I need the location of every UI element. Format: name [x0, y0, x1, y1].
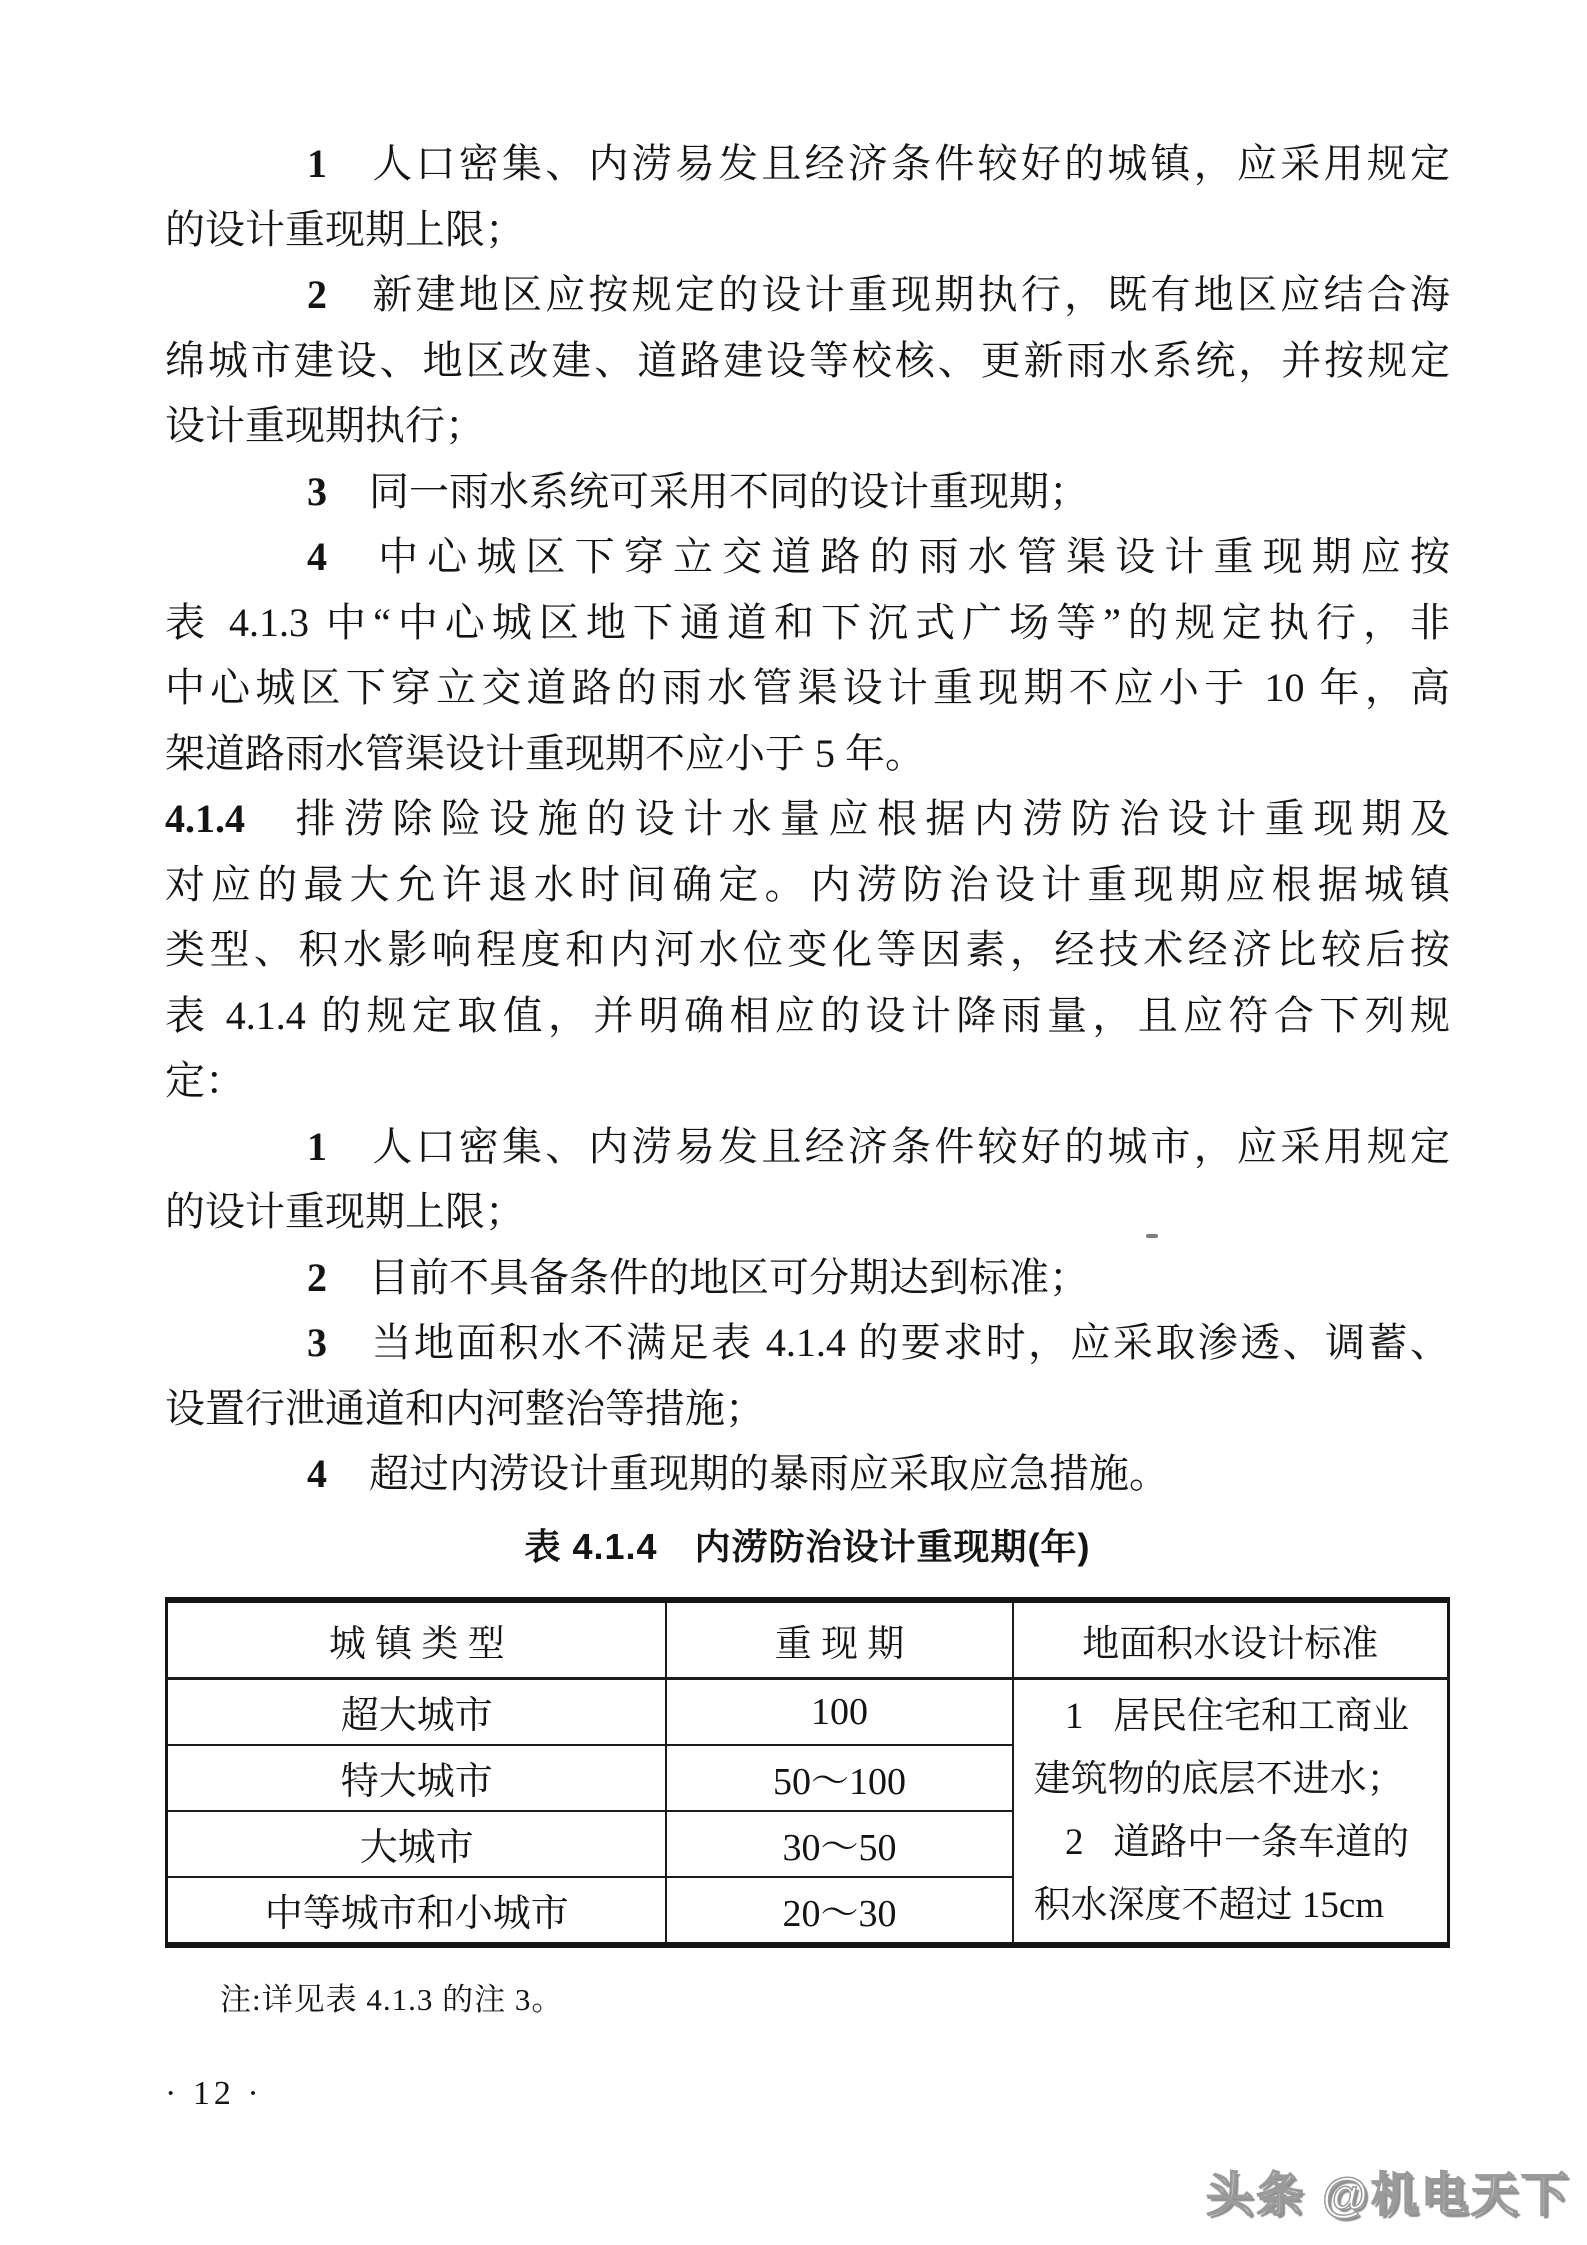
city-type-cell: 特大城市: [167, 1745, 667, 1811]
return-period-cell: 50～100: [666, 1745, 1012, 1811]
line-text: 人口密集、内涝易发且经济条件较好的城市，应采用规定: [369, 1123, 1450, 1169]
text-line: [165, 1245, 1450, 1311]
standard-line: [1034, 1685, 1433, 1748]
text-line: [165, 852, 1450, 918]
text-line: [165, 1048, 1450, 1114]
line-text: 对应的最大允许退水时间确定。内涝防治设计重现期应根据城镇: [165, 861, 1450, 907]
table-header-row: [167, 1600, 1449, 1679]
text-line: [165, 590, 1450, 656]
item-number: 1: [307, 141, 327, 186]
line-text: 设置行泄通道和内河整治等措施；: [165, 1385, 765, 1431]
line-text: 中心城区下穿立交道路的雨水管渠设计重现期不应小于 10 年，高: [165, 665, 1450, 710]
text-line: [165, 1179, 1450, 1245]
text-line: [165, 459, 1450, 525]
item-number: 2: [307, 1254, 327, 1300]
line-text: 当地面积水不满足表 4.1.4 的要求时，应采取渗透、调蓄、: [369, 1320, 1450, 1365]
text-line: [165, 524, 1450, 590]
table-body: [167, 1678, 1449, 1945]
text-line: [165, 655, 1450, 721]
city-type-cell: 大城市: [167, 1811, 667, 1877]
line-text: 设计重现期执行；: [165, 403, 485, 448]
text-line: [165, 262, 1450, 328]
text-line: [165, 1441, 1450, 1507]
line-text: 表 4.1.3 中“中心城区地下通道和下沉式广场等”的规定执行，非: [165, 599, 1450, 645]
text-line: [165, 983, 1450, 1049]
body-lines: [165, 131, 1450, 1507]
line-text: 居民住宅和工商业: [1113, 1695, 1410, 1737]
line-text: 表 4.1.4 的规定取值，并明确相应的设计降雨量，且应符合下列规: [165, 992, 1450, 1038]
line-text: 目前不具备条件的地区可分期达到标准；: [369, 1254, 1089, 1300]
line-text: 超过内涝设计重现期的暴雨应采取应急措施。: [369, 1451, 1169, 1496]
line-text: 新建地区应按规定的设计重现期执行，既有地区应结合海: [369, 272, 1450, 317]
line-text: 的设计重现期上限；: [165, 1189, 525, 1234]
line-text: 积水深度不超过 15cm: [1033, 1884, 1385, 1926]
line-text: 排涝除险设施的设计水量应根据内涝防治设计重现期及: [287, 796, 1450, 841]
item-number: 2: [1065, 1821, 1084, 1863]
city-type-cell: 超大城市: [167, 1678, 667, 1745]
table-note: 注:详见表 4.1.3 的注 3。: [220, 1981, 564, 2017]
line-text: 绵城市建设、地区改建、道路建设等校核、更新雨水系统，并按规定: [165, 337, 1450, 383]
text-line: [165, 1310, 1450, 1376]
line-text: 人口密集、内涝易发且经济条件较好的城镇，应采用规定: [369, 141, 1450, 186]
standard-line: [1034, 1748, 1433, 1811]
text-line: [165, 1376, 1450, 1442]
text-line: [165, 393, 1450, 459]
standard-line: [1034, 1874, 1433, 1937]
item-number: 1: [1065, 1695, 1084, 1737]
line-text: 类型、积水影响程度和内河水位变化等因素，经技术经济比较后按: [165, 927, 1450, 972]
standard-line: [1034, 1811, 1433, 1874]
text-line: [165, 131, 1450, 197]
table-row: [167, 1678, 1449, 1745]
text-line: [165, 328, 1450, 394]
return-period-cell: 100: [666, 1678, 1012, 1745]
item-number: 1: [307, 1123, 327, 1169]
line-text: 定：: [165, 1058, 245, 1103]
return-period-cell: 30～50: [666, 1811, 1012, 1877]
text-line: [165, 917, 1450, 983]
col-header-city-type: 城 镇 类 型: [167, 1600, 667, 1679]
item-number: 4: [307, 534, 327, 579]
return-period-cell: 20～30: [666, 1877, 1012, 1945]
text-line: [165, 1114, 1450, 1180]
item-number: 4: [307, 1451, 327, 1496]
item-number: 3: [307, 468, 327, 514]
line-text: 架道路雨水管渠设计重现期不应小于 5 年。: [165, 730, 925, 776]
scan-artifact: [1146, 1234, 1158, 1238]
line-text: 建筑物的底层不进水；: [1033, 1758, 1404, 1800]
col-header-ponding-standard: 地面积水设计标准: [1013, 1600, 1449, 1679]
text-line: [165, 197, 1450, 263]
page-number: · 12 ·: [165, 2074, 263, 2112]
item-number: 3: [307, 1320, 327, 1365]
text-line: [165, 721, 1450, 787]
item-number: 2: [307, 272, 327, 317]
watermark: 头条 @机电天下: [1206, 2168, 1571, 2221]
item-number: 4.1.4: [165, 796, 245, 841]
line-text: 中心城区下穿立交道路的雨水管渠设计重现期应按: [369, 534, 1450, 579]
flood-control-table: [165, 1597, 1450, 1948]
line-text: 同一雨水系统可采用不同的设计重现期；: [369, 468, 1089, 514]
line-text: 道路中一条车道的: [1113, 1821, 1410, 1863]
line-text: 的设计重现期上限；: [165, 206, 525, 252]
ponding-standard-cell: [1013, 1678, 1449, 1945]
table-title: 表 4.1.4 内涝防治设计重现期(年): [524, 1525, 1091, 1567]
text-line: [165, 786, 1450, 852]
col-header-return-period: 重 现 期: [666, 1600, 1012, 1679]
city-type-cell: 中等城市和小城市: [167, 1877, 667, 1945]
